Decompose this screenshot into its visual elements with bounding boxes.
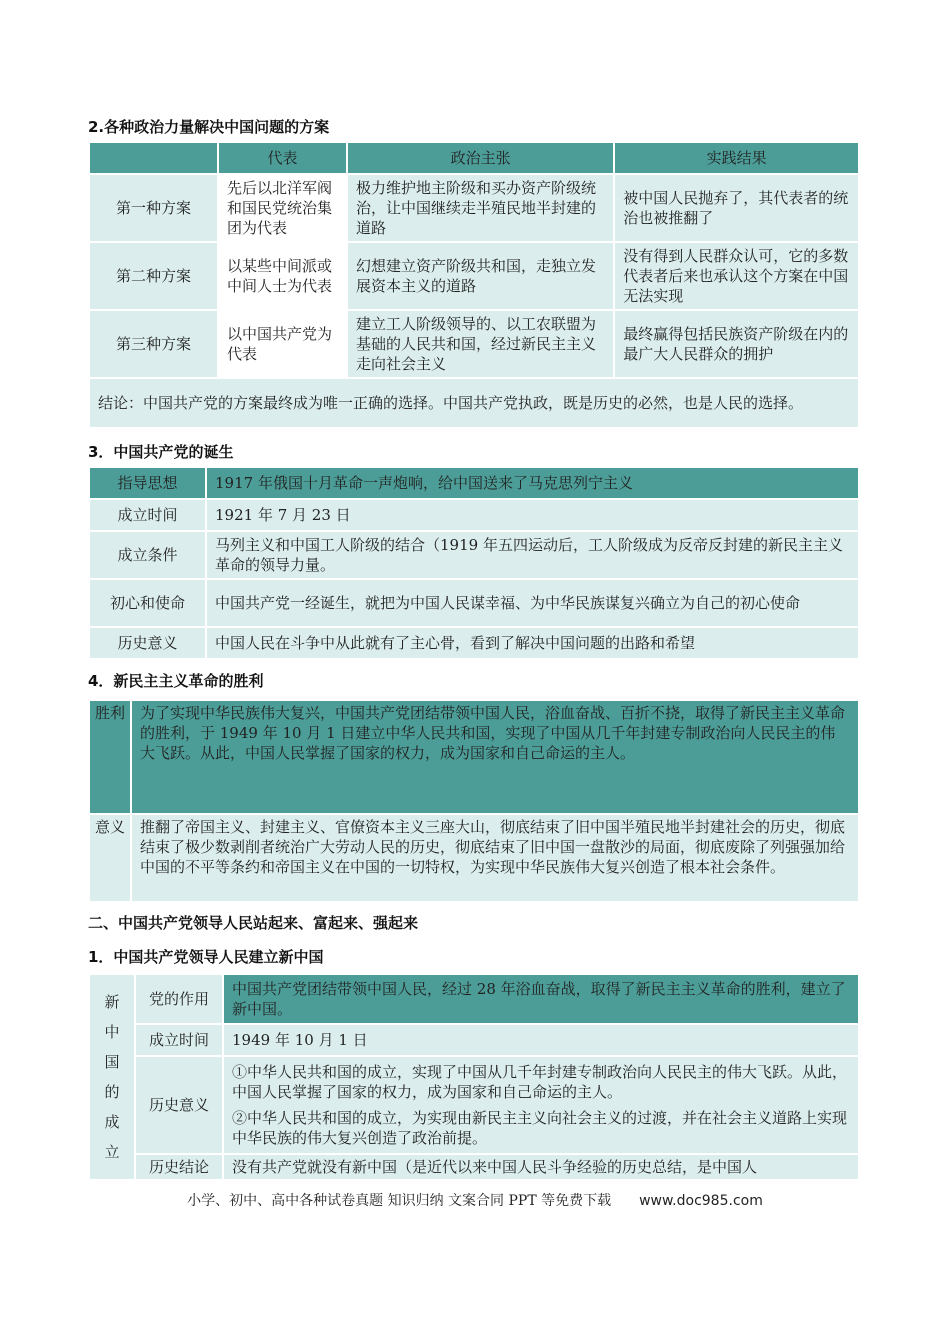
- header-cell-empty: [90, 143, 217, 173]
- victory-table: [88, 699, 860, 903]
- new-china-table: [88, 973, 860, 1181]
- row-value: 马列主义和中国工人阶级的结合（1919 年五四运动后，工人阶级成为反帝反封建的新民主主义革命的领导力量。: [207, 532, 858, 578]
- row-value: 中国共产党一经诞生，就把为中国人民谋幸福、为中华民族谋复兴确立为自己的初心使命: [207, 580, 858, 626]
- row-claim: 幻想建立资产阶级共和国，走独立发展资本主义的道路: [348, 243, 613, 309]
- table-header-row: [90, 143, 858, 173]
- founding-table: [88, 466, 860, 660]
- table-row: [90, 701, 858, 813]
- row-value: 1917 年俄国十月革命一声炮响，给中国送来了马克思列宁主义: [207, 468, 858, 498]
- row-rep: 以中国共产党为代表: [227, 325, 333, 363]
- plans-table: [88, 141, 860, 429]
- row-value: 为了实现中华民族伟大复兴，中国共产党团结带领中国人民，浴血奋战、百折不挠，取得了新民主主义革命的胜利，于 1949 年 10 月 1 日建立中华人民共和国，实现了中国从几千年封建专制政治向人民民主的伟大飞跃。从此，中国人民掌握了国家的权力，成为国家和自己命运的主人。: [132, 701, 858, 813]
- table-row: [90, 815, 858, 901]
- row-value: 1921 年 7 月 23 日: [207, 500, 858, 530]
- row-label: 历史结论: [136, 1155, 222, 1179]
- row-label: 指导思想: [90, 468, 205, 498]
- conclusion-text: 结论：中国共产党的方案最终成为唯一正确的选择。中国共产党执政，既是历史的必然，也是人民的选择。: [90, 379, 858, 427]
- header-cell-claim: 政治主张: [348, 143, 613, 173]
- row-result: 没有得到人民群众认可，它的多数代表者后来也承认这个方案在中国无法实现: [615, 243, 858, 309]
- row-label: 党的作用: [136, 975, 222, 1023]
- row-label: 成立时间: [136, 1025, 222, 1055]
- table-row: [90, 500, 858, 530]
- row-label: 成立条件: [90, 532, 205, 578]
- header-cell-result: 实践结果: [615, 143, 858, 173]
- table-row: [90, 628, 858, 658]
- section-heading-new-china: 1．中国共产党领导人民建立新中国: [88, 948, 324, 966]
- section-heading-founding: 3．中国共产党的诞生: [88, 443, 234, 461]
- row-value: 中国共产党团结带领中国人民，经过 28 年浴血奋战，取得了新民主主义革命的胜利，建立了新中国。: [224, 975, 858, 1023]
- row-name: 第三种方案: [90, 311, 217, 377]
- footer-text: 小学、初中、高中各种试卷真题 知识归纳 文案合同 PPT 等免费下载: [187, 1193, 612, 1209]
- table-row: [90, 1025, 858, 1055]
- table-row: [90, 1057, 858, 1153]
- conclusion-row: [90, 379, 858, 427]
- page-footer: [0, 1190, 950, 1210]
- row-name: 第一种方案: [90, 175, 217, 241]
- row-value: 没有共产党就没有新中国（是近代以来中国人民斗争经验的历史总结，是中国人: [224, 1155, 858, 1179]
- row-rep: 以某些中间派或中间人士为代表: [227, 257, 333, 295]
- row-value: 中国人民在斗争中从此就有了主心骨，看到了解决中国问题的出路和希望: [207, 628, 858, 658]
- row-label: 胜利: [90, 701, 130, 813]
- row-result: 被中国人民抛弃了，其代表者的统治也被推翻了: [615, 175, 858, 241]
- row-rep: 先后以北洋军阀和国民党统治集团为代表: [227, 179, 333, 237]
- row-claim: 建立工人阶级领导的、以工农联盟为基础的人民共和国，经过新民主主义走向社会主义: [348, 311, 613, 377]
- significance-point-2: ②中华人民共和国的成立，为实现由新民主主义向社会主义的过渡，并在社会主义道路上实现中华民族的伟大复兴创造了政治前提。: [232, 1109, 848, 1147]
- row-label: 意义: [90, 815, 130, 901]
- row-value-group: [224, 1057, 858, 1153]
- table-row: [90, 175, 858, 241]
- row-name: 第二种方案: [90, 243, 217, 309]
- row-value: 推翻了帝国主义、封建主义、官僚资本主义三座大山，彻底结束了旧中国半殖民地半封建社会的历史，彻底结束了极少数剥削者统治广大劳动人民的历史，彻底结束了旧中国一盘散沙的局面，彻底废除了列强强加给中国的不平等条约和帝国主义在中国的一切特权，为实现中华民族伟大复兴创造了根本社会条件。: [132, 815, 858, 901]
- footer-url[interactable]: www.doc985.com: [639, 1193, 763, 1209]
- row-label: 成立时间: [90, 500, 205, 530]
- side-label: 新 中 国 的 成 立: [90, 975, 134, 1179]
- table-row: [90, 580, 858, 626]
- row-claim: 极力维护地主阶级和买办资产阶级统治，让中国继续走半殖民地半封建的道路: [348, 175, 613, 241]
- row-value: 1949 年 10 月 1 日: [224, 1025, 858, 1055]
- section-heading-plans: 2.各种政治力量解决中国问题的方案: [88, 118, 330, 136]
- table-row: [90, 468, 858, 498]
- significance-point-1: ①中华人民共和国的成立，实现了中国从几千年封建专制政治向人民民主的伟大飞跃。从此，中国人民掌握了国家的权力，成为国家和自己命运的主人。: [232, 1063, 848, 1101]
- table-row: [90, 975, 858, 1023]
- table-row: [90, 243, 858, 309]
- header-cell-rep: 代表: [219, 143, 346, 173]
- section-heading-victory: 4．新民主主义革命的胜利: [88, 672, 264, 690]
- row-label: 初心和使命: [90, 580, 205, 626]
- row-label: 历史意义: [90, 628, 205, 658]
- row-result: 最终赢得包括民族资产阶级在内的最广大人民群众的拥护: [615, 311, 858, 377]
- table-row: [90, 532, 858, 578]
- row-label: 历史意义: [136, 1057, 222, 1153]
- table-row: [90, 311, 858, 377]
- part-heading: 二、中国共产党领导人民站起来、富起来、强起来: [88, 914, 419, 932]
- table-row: [90, 1155, 858, 1179]
